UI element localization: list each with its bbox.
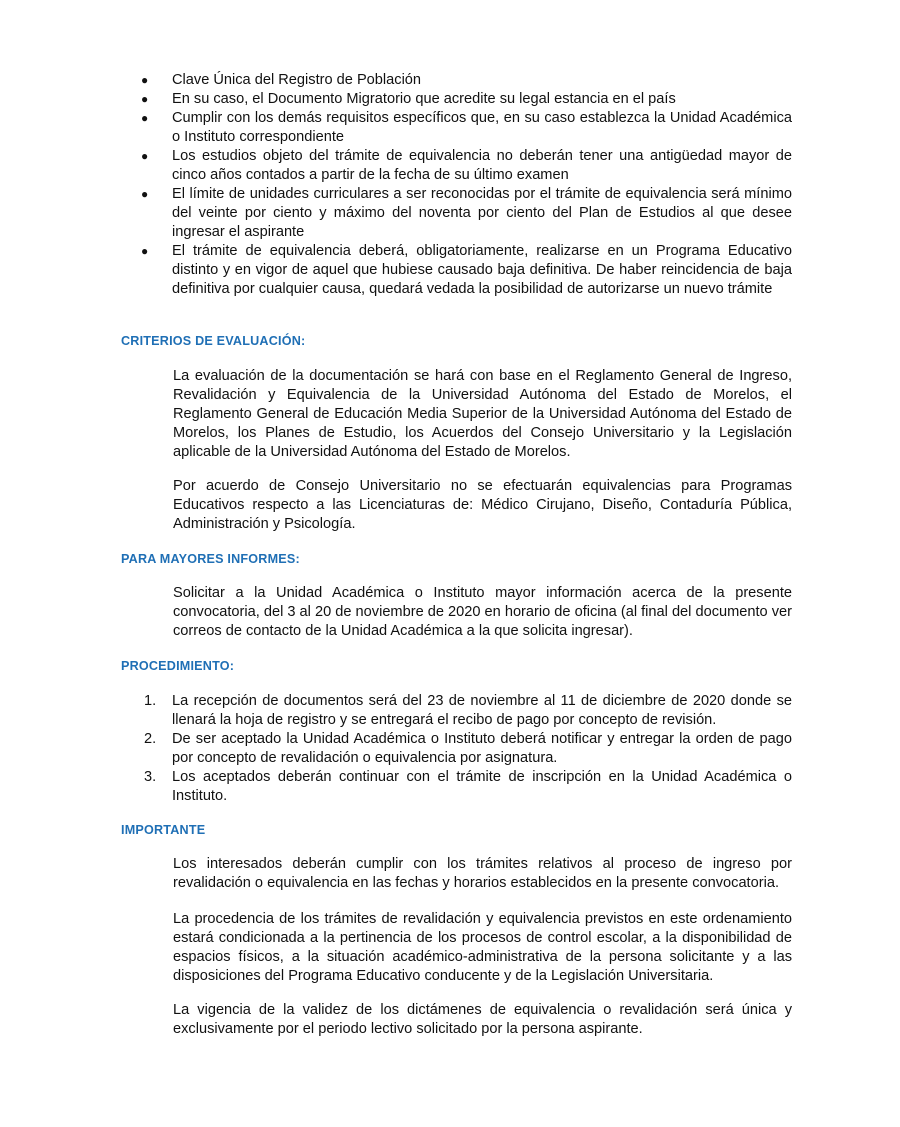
list-item-text: Los estudios objeto del trámite de equivalencia no deberán tener una antigüedad mayor de cinco años contados a partir de la fecha de su último examen — [172, 148, 792, 183]
list-item — [144, 768, 792, 806]
importante-paragraph-1: Los interesados deberán cumplir con los trámites relativos al proceso de ingreso por revalidación o equivalencia en las fechas y horarios establecidos en la presente convocatoria. — [173, 856, 792, 891]
informes-paragraph: Solicitar a la Unidad Académica o Instituto mayor información acerca de la presente convocatoria, del 3 al 20 de noviembre de 2020 en horario de oficina (al final del documento ver correos de contacto de la Unidad Académica a la que solicita ingresar). — [173, 585, 793, 639]
criterios-paragraph-2: Por acuerdo de Consejo Universitario no se efectuarán equivalencias para Programas Educativos respecto a las Licenciaturas de: Médico Cirujano, Diseño, Contaduría Pública, Administración y Psicología. — [173, 478, 792, 532]
list-item — [141, 71, 792, 90]
bullet-icon: ● — [141, 73, 149, 87]
list-item-text: Cumplir con los demás requisitos específicos que, en su caso establezca la Unidad Académica o Instituto correspondiente — [172, 110, 792, 145]
importante-paragraph-2: La procedencia de los trámites de revalidación y equivalencia previstos en este ordenamiento estará condicionada a la pertinencia de los procesos de control escolar, a la disponibilidad de espacios físicos, a la situación académico-administrativa de la persona solicitante y a las disposiciones del Programa Educativo conducente y de la Legislación Universitaria. — [173, 911, 792, 984]
list-item-text: El trámite de equivalencia deberá, obligatoriamente, realizarse en un Programa Educativo distinto y en vigor de aquel que hubiese causado baja definitiva. De haber reincidencia de baja definitiva por cualquier causa, quedará vedada la posibilidad de autorizarse un nuevo trámite — [172, 243, 792, 297]
list-item — [141, 90, 792, 109]
bullet-icon: ● — [141, 111, 149, 125]
bullet-icon: ● — [141, 187, 149, 201]
procedimiento-list — [144, 692, 792, 806]
criterios-paragraph-1: La evaluación de la documentación se hará con base en el Reglamento General de Ingreso, Revalidación y Equivalencia de la Universidad Autónoma del Estado de Morelos, el Reglamento General de Educación Media Superior de la Universidad Autónoma del Estado de Morelos, los Planes de Estudio, los Acuerdos del Consejo Universitario y la Legislación aplicable de la Universidad Autónoma del Estado de Morelos. — [173, 368, 792, 460]
requirements-list — [141, 71, 792, 299]
step-text: La recepción de documentos será del 23 de noviembre al 11 de diciembre de 2020 donde se llenará la hoja de registro y se entregará el recibo de pago por concepto de revisión. — [172, 693, 792, 728]
step-number: 3. — [144, 769, 157, 785]
step-number: 2. — [144, 731, 157, 747]
informes-heading: PARA MAYORES INFORMES: — [121, 552, 300, 566]
procedimiento-heading: PROCEDIMIENTO: — [121, 659, 235, 673]
list-item — [141, 242, 792, 299]
list-item-text: Clave Única del Registro de Población — [172, 72, 422, 88]
criterios-heading: CRITERIOS DE EVALUACIÓN: — [121, 334, 306, 348]
list-item — [144, 692, 792, 730]
bullet-icon: ● — [141, 149, 149, 163]
list-item-text: El límite de unidades curriculares a ser reconocidas por el trámite de equivalencia será mínimo del veinte por ciento y máximo del noventa por ciento del Plan de Estudios al que desee ingresar el aspirante — [172, 186, 792, 240]
importante-heading: IMPORTANTE — [121, 823, 206, 837]
list-item — [144, 730, 792, 768]
bullet-icon: ● — [141, 244, 149, 258]
step-text: Los aceptados deberán continuar con el trámite de inscripción en la Unidad Académica o Instituto. — [172, 769, 792, 804]
step-text: De ser aceptado la Unidad Académica o Instituto deberá notificar y entregar la orden de pago por concepto de revalidación o equivalencia por asignatura. — [172, 731, 792, 766]
list-item — [141, 185, 792, 242]
step-number: 1. — [144, 693, 157, 709]
list-item — [141, 147, 792, 185]
importante-paragraph-3: La vigencia de la validez de los dictámenes de equivalencia o revalidación será única y exclusivamente por el periodo lectivo solicitado por la persona aspirante. — [173, 1002, 792, 1037]
list-item — [141, 109, 792, 147]
bullet-icon: ● — [141, 92, 149, 106]
list-item-text: En su caso, el Documento Migratorio que acredite su legal estancia en el país — [172, 91, 676, 107]
